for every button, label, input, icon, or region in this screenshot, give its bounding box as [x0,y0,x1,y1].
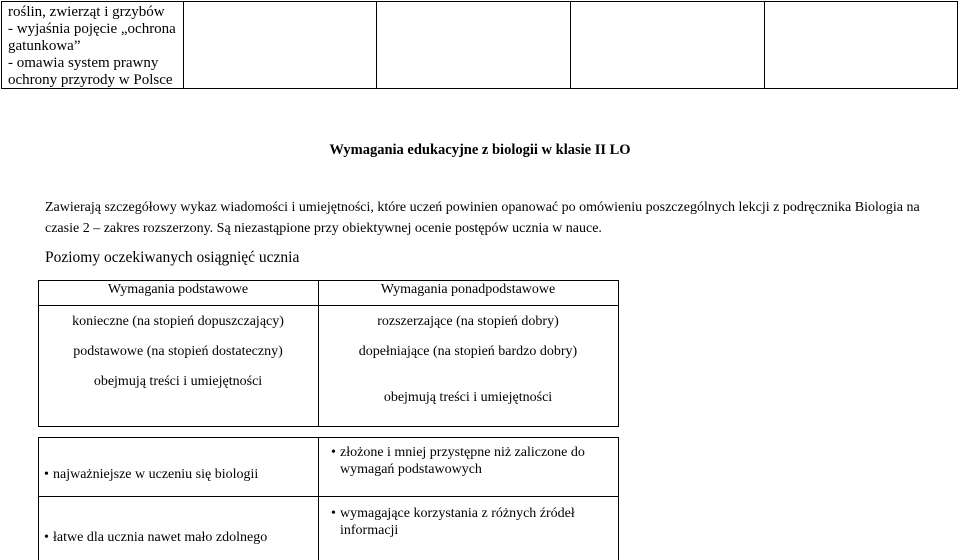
intro-line: czasie 2 – zakres rozszerzony. Są niezastąpione przy obiektywnej ocenie postępów ucznia w nauce. [45,221,602,236]
cell-divider [764,1,765,89]
scope-note: obejmują treści i umiejętności [383,390,553,405]
header-row-divider [38,305,619,306]
row-divider [38,496,619,497]
trait-text: najważniejsze w uczeniu się biologii [53,467,259,482]
cell-text-line: - omawia system prawny [8,55,159,71]
cell-text-line: - wyjaśnia pojęcie „ochrona [8,21,176,37]
trait-item [44,466,258,483]
cell-divider [570,1,571,89]
grade-level-item: konieczne (na stopień dopuszczający) [72,314,284,329]
trait-item [44,529,267,546]
scope-note: obejmują treści i umiejętności [93,374,263,389]
trait-text: łatwe dla ucznia nawet mało zdolnego [53,530,268,545]
cell-text-line: gatunkowa” [8,38,81,54]
grade-level-item: dopełniające (na stopień bardzo dobry) [358,344,578,359]
header-basic-requirements: Wymagania podstawowe [107,282,249,297]
header-advanced-requirements: Wymagania ponadpodstawowe [380,282,556,297]
grade-level-item: rozszerzające (na stopień dobry) [377,314,559,329]
trait-text: wymagające korzystania z różnych źródeł informacji [340,506,575,538]
trait-item [331,505,608,539]
grade-level-item: podstawowe (na stopień dostateczny) [73,344,283,359]
cell-text-line: roślin, zwierząt i grzybów [8,4,165,20]
trait-text: złożone i mniej przystępne niż zaliczone do wymagań podstawowych [340,445,585,477]
bullet-marker: • [331,506,336,521]
cell-divider [183,1,184,89]
levels-heading: Poziomy oczekiwanych osiągnięć ucznia [45,249,300,266]
bullet-marker: • [44,467,49,482]
cell-text-line: ochrony przyrody w Polsce [8,72,173,88]
bullet-marker: • [331,445,336,460]
document-title: Wymagania edukacyjne z biologii w klasie II LO [329,142,631,158]
trait-item [331,444,608,478]
bullet-marker: • [44,530,49,545]
column-divider [318,437,319,560]
cell-divider [376,1,377,89]
intro-line: Zawierają szczegółowy wykaz wiadomości i umiejętności, które uczeń powinien opanować po omówieniu poszczególnych lekcji z podręcznika Biologia na [45,200,920,215]
